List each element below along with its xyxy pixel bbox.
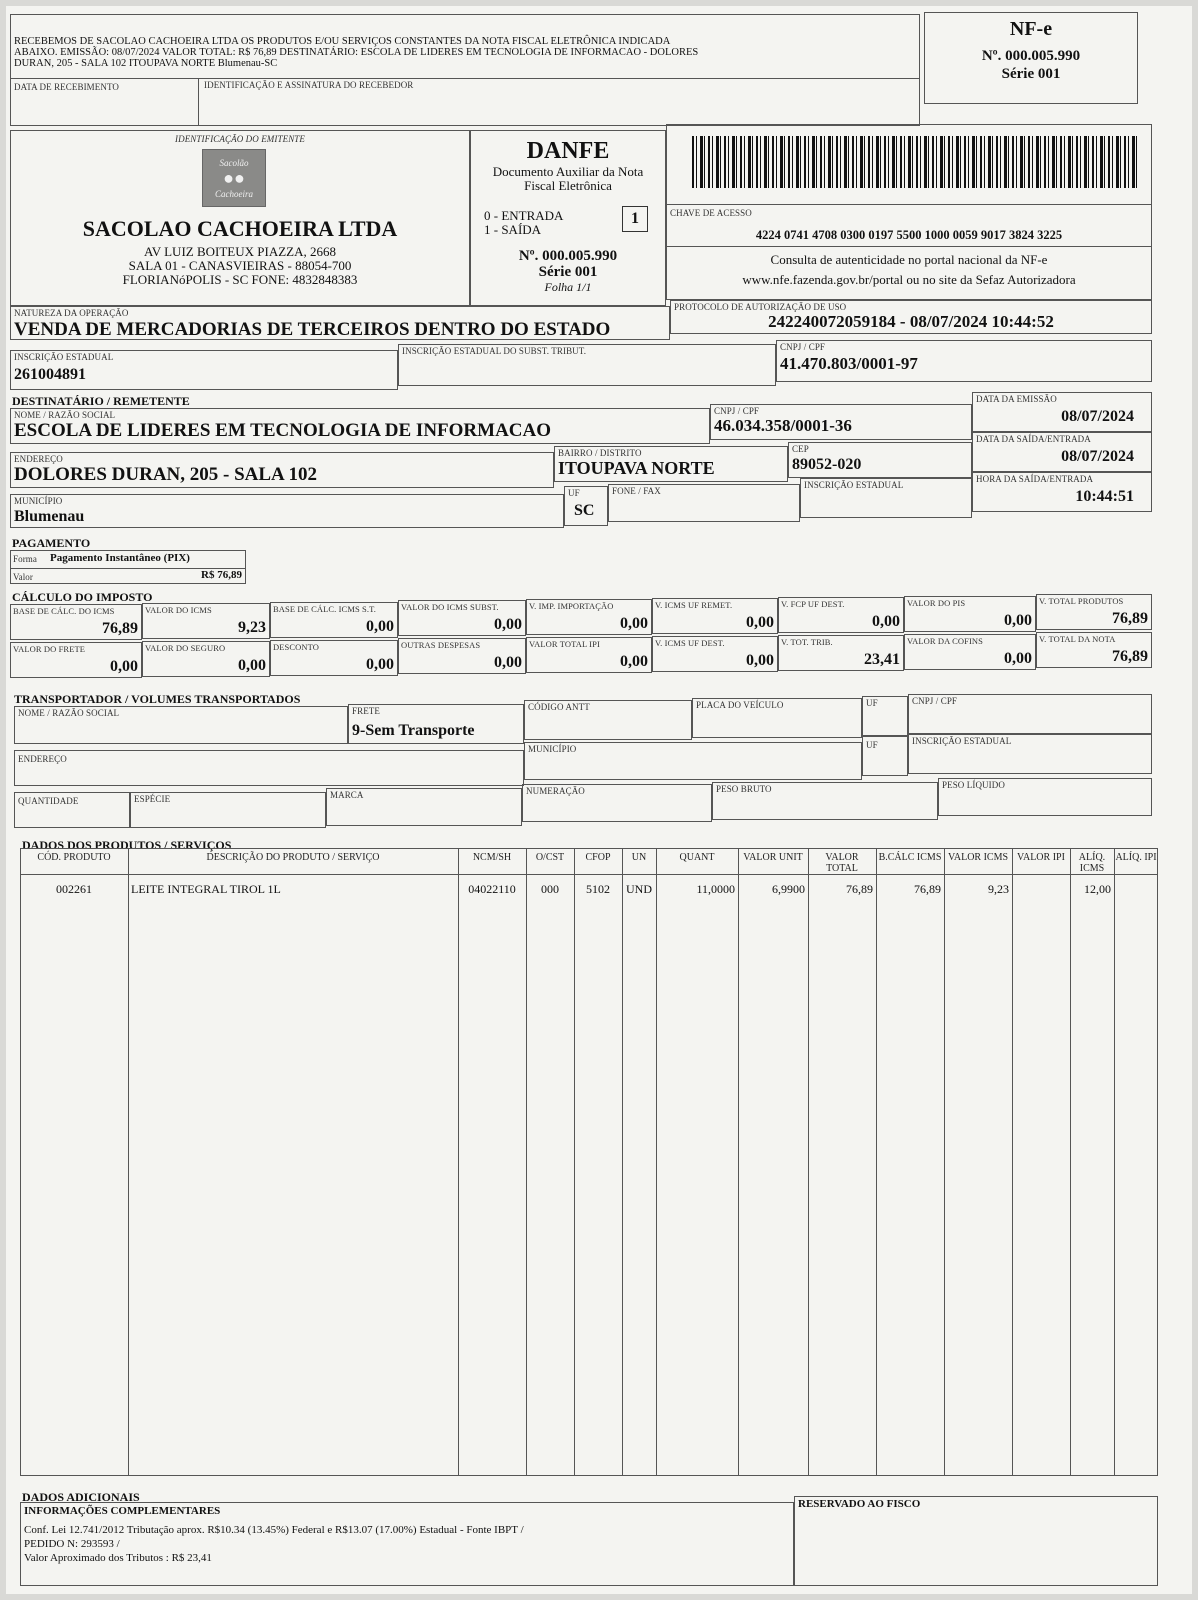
imposto-value: 0,00 xyxy=(494,616,522,633)
canhoto-box xyxy=(10,14,920,126)
transp-endereco-box xyxy=(14,750,524,786)
dest-cnpj: 46.034.358/0001-36 xyxy=(714,416,852,435)
produtos-col-divider xyxy=(1114,848,1115,1476)
chave-divider-1 xyxy=(666,204,1152,205)
produtos-header-cst: O/CST xyxy=(535,852,565,863)
danfe-title: DANFE xyxy=(526,138,610,164)
dest-nome: ESCOLA DE LIDERES EM TECNOLOGIA DE INFORMACAO xyxy=(14,420,552,441)
canhoto-col-divider xyxy=(198,78,199,126)
imposto-label: V. IMP. IMPORTAÇÃO xyxy=(529,601,614,611)
imposto-value: 76,89 xyxy=(102,620,138,637)
imposto-label: V. ICMS UF REMET. xyxy=(655,600,733,610)
danfe-subtitle-2: Fiscal Eletrônica xyxy=(524,178,612,193)
produtos-col-divider xyxy=(574,848,575,1476)
natureza-label: NATUREZA DA OPERAÇÃO xyxy=(14,308,129,318)
canhoto-text-3: DURAN, 205 - SALA 102 ITOUPAVA NORTE Blumenau-SC xyxy=(14,58,278,69)
danfe-serie: Série 001 xyxy=(538,264,598,280)
dest-municipio-label: MUNICÍPIO xyxy=(14,496,63,506)
chave-divider-2 xyxy=(666,246,1152,247)
produtos-header-aliqicms: ALÍQ. ICMS xyxy=(1078,852,1106,874)
produtos-header-desc: DESCRIÇÃO DO PRODUTO / SERVIÇO xyxy=(206,852,380,863)
imposto-label: OUTRAS DESPESAS xyxy=(401,640,481,650)
imposto-label: VALOR DO SEGURO xyxy=(145,643,226,653)
produtos-cell-ncm: 04022110 xyxy=(468,882,516,896)
transp-frete: 9-Sem Transporte xyxy=(352,722,475,739)
transp-especie-label: ESPÉCIE xyxy=(134,794,171,804)
produtos-cell-cst: 000 xyxy=(541,882,559,896)
transp-uf-label: UF xyxy=(866,698,878,708)
imposto-value: 0,00 xyxy=(366,656,394,673)
produtos-cell-aliqicms: 12,00 xyxy=(1084,882,1111,896)
dest-ie-label: INSCRIÇÃO ESTADUAL xyxy=(804,480,904,490)
transp-marca-label: MARCA xyxy=(330,790,364,800)
info-line-2: PEDIDO N: 293593 / xyxy=(24,1538,120,1550)
cnpj-emitente-valor: 41.470.803/0001-97 xyxy=(780,354,918,373)
dest-cep: 89052-020 xyxy=(792,456,862,473)
info-line-1: Conf. Lei 12.741/2012 Tributação aprox. R$10.34 (13.45%) Federal e R$13.07 (17.00%) Estadual - Fonte IBPT / xyxy=(24,1524,524,1536)
produtos-cell-quant: 11,0000 xyxy=(696,882,735,896)
imposto-section: CÁLCULO DO IMPOSTO xyxy=(12,590,153,604)
transp-endereco-label: ENDEREÇO xyxy=(18,754,67,764)
dest-hora-label: HORA DA SAÍDA/ENTRADA xyxy=(976,474,1094,484)
emitente-endereco-2: SALA 01 - CANASVIEIRAS - 88054-700 xyxy=(128,258,352,273)
produtos-cell-bcicms: 76,89 xyxy=(914,882,941,896)
produtos-col-divider xyxy=(944,848,945,1476)
pagamento-section: PAGAMENTO xyxy=(12,536,91,550)
transp-antt-label: CÓDIGO ANTT xyxy=(528,702,590,712)
produtos-cell-vtotal: 76,89 xyxy=(846,882,873,896)
produtos-col-divider xyxy=(1070,848,1071,1476)
adicionais-section: DADOS ADICIONAIS xyxy=(22,1490,140,1504)
dest-endereco-label: ENDEREÇO xyxy=(14,454,63,464)
info-complementares-label: INFORMAÇÕES COMPLEMENTARES xyxy=(24,1505,221,1517)
imposto-label: BASE DE CÁLC. ICMS S.T. xyxy=(273,604,376,614)
imposto-label: V. ICMS UF DEST. xyxy=(655,638,725,648)
dest-nome-label: NOME / RAZÃO SOCIAL xyxy=(14,410,116,420)
transp-ie-label: INSCRIÇÃO ESTADUAL xyxy=(912,736,1012,746)
info-line-3: Valor Aproximado dos Tributos : R$ 23,41 xyxy=(24,1552,212,1564)
imposto-label: V. TOTAL PRODUTOS xyxy=(1039,596,1124,606)
produtos-header-vipi: VALOR IPI xyxy=(1017,852,1065,863)
produtos-cell-cod: 002261 xyxy=(56,882,92,896)
transportador-section: TRANSPORTADOR / VOLUMES TRANSPORTADOS xyxy=(14,692,301,706)
ie-valor: 261004891 xyxy=(14,366,86,383)
transp-peso-bruto-label: PESO BRUTO xyxy=(716,784,772,794)
danfe-saida: 1 - SAÍDA xyxy=(484,222,542,237)
ie-st-label: INSCRIÇÃO ESTADUAL DO SUBST. TRIBUT. xyxy=(402,346,587,356)
dest-bairro: ITOUPAVA NORTE xyxy=(558,458,715,478)
transp-peso-liquido-label: PESO LÍQUIDO xyxy=(942,780,1005,790)
imposto-label: VALOR DA COFINS xyxy=(907,636,983,646)
produtos-header-bcicms: B.CÁLC ICMS xyxy=(878,852,942,863)
dest-municipio: Blumenau xyxy=(14,508,85,525)
ie-label: INSCRIÇÃO ESTADUAL xyxy=(14,352,114,362)
imposto-label: VALOR DO ICMS xyxy=(145,605,212,615)
danfe-entrada: 0 - ENTRADA xyxy=(484,208,564,223)
produtos-col-divider xyxy=(808,848,809,1476)
logo-text-bottom: Cachoeira xyxy=(215,188,253,199)
produtos-header-un: UN xyxy=(631,852,647,863)
dest-emissao: 08/07/2024 xyxy=(1061,408,1134,425)
imposto-value: 0,00 xyxy=(238,657,266,674)
produtos-header-divider xyxy=(20,874,1158,875)
transp-frete-label: FRETE xyxy=(352,706,381,716)
dest-hora: 10:44:51 xyxy=(1075,488,1134,505)
emitente-logo xyxy=(202,149,266,207)
imposto-value: 0,00 xyxy=(872,613,900,630)
fisco-label: RESERVADO AO FISCO xyxy=(798,1498,921,1510)
logo-text-top: Sacolão xyxy=(219,157,249,168)
protocolo-label: PROTOCOLO DE AUTORIZAÇÃO DE USO xyxy=(674,302,847,312)
chave-label: CHAVE DE ACESSO xyxy=(670,208,752,218)
produtos-header-vtotal: VALOR TOTAL xyxy=(825,852,859,874)
data-recebimento-label: DATA DE RECEBIMENTO xyxy=(14,82,120,92)
imposto-value: 23,41 xyxy=(864,651,900,668)
produtos-col-divider xyxy=(458,848,459,1476)
dest-saida-label: DATA DA SAÍDA/ENTRADA xyxy=(976,434,1091,444)
pagamento-valor: R$ 76,89 xyxy=(201,569,242,581)
danfe-tipo-box xyxy=(622,206,648,232)
imposto-value: 0,00 xyxy=(620,653,648,670)
imposto-value: 0,00 xyxy=(494,654,522,671)
transp-municipio-label: MUNICÍPIO xyxy=(528,744,577,754)
produtos-cell-vicms: 9,23 xyxy=(988,882,1009,896)
chave-valor: 4224 0741 4708 0300 0197 5500 1000 0059 9017 3824 3225 xyxy=(755,228,1063,242)
produtos-header-ncm: NCM/SH xyxy=(472,852,512,863)
danfe-folha: Folha 1/1 xyxy=(544,280,592,294)
dest-uf: SC xyxy=(574,502,595,519)
imposto-label: V. TOTAL DA NOTA xyxy=(1039,634,1116,644)
imposto-label: VALOR DO FRETE xyxy=(13,644,86,654)
transp-uf2-label: UF xyxy=(866,740,878,750)
transp-nome-label: NOME / RAZÃO SOCIAL xyxy=(18,708,120,718)
canhoto-text-2: ABAIXO. EMISSÃO: 08/07/2024 VALOR TOTAL: R$ 76,89 DESTINATÁRIO: ESCOLA DE LIDERES EM TECNOLOGIA DE INFORMACAO - DOLORES xyxy=(14,47,699,58)
dest-saida: 08/07/2024 xyxy=(1061,448,1134,465)
produtos-section: DADOS DOS PRODUTOS / SERVIÇOS xyxy=(22,838,232,852)
dest-cnpj-label: CNPJ / CPF xyxy=(714,406,760,416)
imposto-label: BASE DE CÁLC. DO ICMS xyxy=(13,606,115,616)
produtos-cell-cfop: 5102 xyxy=(586,882,610,896)
canhoto-divider xyxy=(10,78,920,79)
assinatura-label: IDENTIFICAÇÃO E ASSINATURA DO RECEBEDOR xyxy=(204,80,414,90)
imposto-value: 76,89 xyxy=(1112,610,1148,627)
produtos-col-divider xyxy=(656,848,657,1476)
danfe-subtitle-1: Documento Auxiliar da Nota xyxy=(492,164,644,179)
pagamento-forma: Pagamento Instantâneo (PIX) xyxy=(50,552,190,564)
produtos-col-divider xyxy=(876,848,877,1476)
nfe-serie: Série 001 xyxy=(1001,66,1061,82)
dest-fone-label: FONE / FAX xyxy=(612,486,661,496)
produtos-header-vicms: VALOR ICMS xyxy=(947,852,1009,863)
emitente-endereco-1: AV LUIZ BOITEUX PIAZZA, 2668 xyxy=(144,244,336,259)
produtos-col-divider xyxy=(1012,848,1013,1476)
dest-endereco: DOLORES DURAN, 205 - SALA 102 xyxy=(14,464,317,485)
imposto-value: 9,23 xyxy=(238,619,266,636)
imposto-value: 0,00 xyxy=(746,652,774,669)
imposto-label: V. TOT. TRIB. xyxy=(781,637,833,647)
emitente-nome: SACOLAO CACHOEIRA LTDA xyxy=(82,216,398,241)
produtos-col-divider xyxy=(128,848,129,1476)
produtos-col-divider xyxy=(622,848,623,1476)
imposto-label: VALOR TOTAL IPI xyxy=(529,639,600,649)
canhoto-text-1: RECEBEMOS DE SACOLAO CACHOEIRA LTDA OS PRODUTOS E/OU SERVIÇOS CONSTANTES DA NOTA FISCAL ELETRÔNICA INDICADA xyxy=(14,36,671,47)
dest-emissao-label: DATA DA EMISSÃO xyxy=(976,394,1057,404)
dest-bairro-label: BAIRRO / DISTRITO xyxy=(558,448,642,458)
danfe-tipo: 1 xyxy=(631,210,639,227)
imposto-value: 76,89 xyxy=(1112,648,1148,665)
pagamento-valor-label: Valor xyxy=(13,572,33,582)
produtos-col-divider xyxy=(526,848,527,1476)
produtos-cell-vunit: 6,9900 xyxy=(772,882,805,896)
transp-cnpj-label: CNPJ / CPF xyxy=(912,696,958,706)
produtos-cell-un: UND xyxy=(626,882,652,896)
transp-quantidade-label: QUANTIDADE xyxy=(18,796,79,806)
imposto-value: 0,00 xyxy=(110,658,138,675)
imposto-value: 0,00 xyxy=(620,615,648,632)
danfe-document xyxy=(6,6,1192,1594)
imposto-value: 0,00 xyxy=(1004,650,1032,667)
imposto-value: 0,00 xyxy=(1004,612,1032,629)
chave-consulta-1: Consulta de autenticidade no portal nacional da NF-e xyxy=(770,252,1048,267)
dest-uf-label: UF xyxy=(568,488,580,498)
produtos-header-vunit: VALOR UNIT xyxy=(743,852,803,863)
chave-consulta-2: www.nfe.fazenda.gov.br/portal ou no site da Sefaz Autorizadora xyxy=(742,272,1076,287)
emitente-endereco-3: FLORIANóPOLIS - SC FONE: 4832848383 xyxy=(122,272,358,287)
produtos-col-divider xyxy=(738,848,739,1476)
cnpj-emitente-label: CNPJ / CPF xyxy=(780,342,826,352)
dest-municipio-box xyxy=(10,494,564,528)
produtos-header-aliqipi: ALÍQ. IPI xyxy=(1115,852,1157,863)
produtos-header-cfop: CFOP xyxy=(585,852,611,863)
produtos-header-cod: CÓD. PRODUTO xyxy=(37,852,111,863)
nfe-title: NF-e xyxy=(1009,18,1053,40)
destinatario-section: DESTINATÁRIO / REMETENTE xyxy=(12,394,190,408)
basket-icon: ●● xyxy=(223,167,245,188)
imposto-value: 0,00 xyxy=(746,614,774,631)
pagamento-forma-label: Forma xyxy=(13,554,37,564)
emitente-label: IDENTIFICAÇÃO DO EMITENTE xyxy=(175,134,305,144)
imposto-label: V. FCP UF DEST. xyxy=(781,599,845,609)
barcode xyxy=(692,136,1138,188)
imposto-label: DESCONTO xyxy=(273,642,319,652)
imposto-value: 0,00 xyxy=(366,618,394,635)
protocolo-valor: 242240072059184 - 08/07/2024 10:44:52 xyxy=(768,312,1054,331)
danfe-numero: Nº. 000.005.990 xyxy=(518,248,618,264)
transp-numeracao-label: NUMERAÇÃO xyxy=(526,786,585,796)
produtos-header-quant: QUANT xyxy=(679,852,715,863)
nfe-numero: Nº. 000.005.990 xyxy=(981,48,1081,64)
dest-cep-label: CEP xyxy=(792,444,809,454)
produtos-table xyxy=(20,848,1158,1476)
natureza-valor: VENDA DE MERCADORIAS DE TERCEIROS DENTRO DO ESTADO xyxy=(14,319,611,340)
produtos-cell-desc: LEITE INTEGRAL TIROL 1L xyxy=(131,882,281,896)
imposto-label: VALOR DO ICMS SUBST. xyxy=(401,602,499,612)
imposto-label: VALOR DO PIS xyxy=(907,598,966,608)
transp-placa-label: PLACA DO VEÍCULO xyxy=(696,700,784,710)
